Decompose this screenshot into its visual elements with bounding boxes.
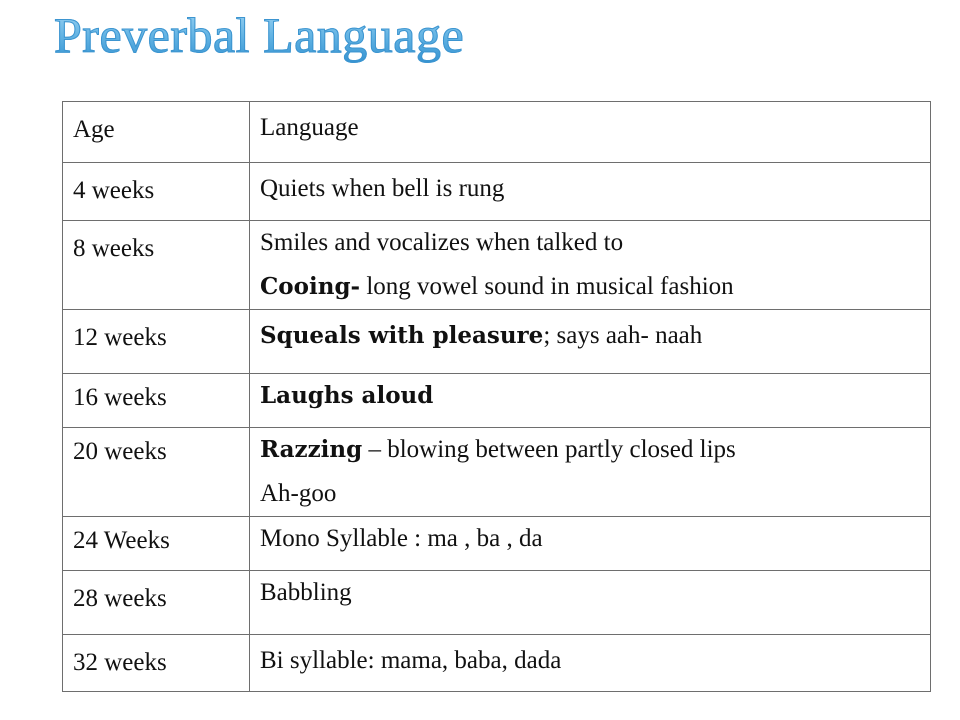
age-cell: 32 weeks bbox=[63, 635, 250, 692]
bold-term: Cooing- bbox=[260, 273, 361, 300]
age-cell: 12 weeks bbox=[63, 310, 250, 374]
language-cell bbox=[250, 310, 931, 374]
header-age: Age bbox=[63, 102, 250, 163]
language-line bbox=[260, 221, 920, 265]
table-row bbox=[63, 571, 931, 635]
description-text: – blowing between partly closed lips bbox=[362, 436, 736, 463]
description-text: Bi syllable: mama, baba, dada bbox=[260, 647, 562, 674]
language-cell bbox=[250, 221, 931, 310]
age-cell: 24 Weeks bbox=[63, 517, 250, 571]
slide-title: Preverbal Language bbox=[54, 4, 464, 66]
language-line bbox=[260, 374, 920, 418]
language-line bbox=[260, 472, 920, 516]
language-cell bbox=[250, 163, 931, 221]
language-cell bbox=[250, 517, 931, 571]
description-text: long vowel sound in musical fashion bbox=[360, 273, 734, 300]
description-text: Smiles and vocalizes when talked to bbox=[260, 229, 624, 256]
age-cell: 4 weeks bbox=[63, 163, 250, 221]
table-row bbox=[63, 163, 931, 221]
language-cell bbox=[250, 571, 931, 635]
language-cell bbox=[250, 428, 931, 517]
description-text: ; says aah- naah bbox=[543, 322, 703, 349]
preverbal-language-table bbox=[62, 101, 931, 692]
table-row bbox=[63, 428, 931, 517]
language-cell bbox=[250, 374, 931, 428]
language-cell bbox=[250, 635, 931, 692]
bold-term: Razzing bbox=[260, 436, 363, 463]
header-language: Language bbox=[250, 102, 931, 163]
table-row bbox=[63, 374, 931, 428]
language-line bbox=[260, 167, 920, 211]
age-cell: 20 weeks bbox=[63, 428, 250, 517]
language-line bbox=[260, 517, 920, 561]
description-text: Quiets when bell is rung bbox=[260, 175, 505, 202]
table-header-row bbox=[63, 102, 931, 163]
age-cell: 8 weeks bbox=[63, 221, 250, 310]
age-cell: 16 weeks bbox=[63, 374, 250, 428]
description-text: Babbling bbox=[260, 579, 352, 606]
description-text: Mono Syllable : ma , ba , da bbox=[260, 525, 543, 552]
language-line bbox=[260, 428, 920, 472]
age-cell: 28 weeks bbox=[63, 571, 250, 635]
bold-term: Laughs aloud bbox=[260, 382, 434, 409]
table-row bbox=[63, 310, 931, 374]
language-line bbox=[260, 314, 920, 358]
bold-term: Squeals with pleasure bbox=[260, 322, 544, 349]
language-line bbox=[260, 571, 920, 615]
language-line bbox=[260, 265, 920, 309]
table-row bbox=[63, 635, 931, 692]
table-row bbox=[63, 517, 931, 571]
language-line bbox=[260, 639, 920, 683]
description-text: Ah-goo bbox=[260, 480, 337, 507]
table-row bbox=[63, 221, 931, 310]
